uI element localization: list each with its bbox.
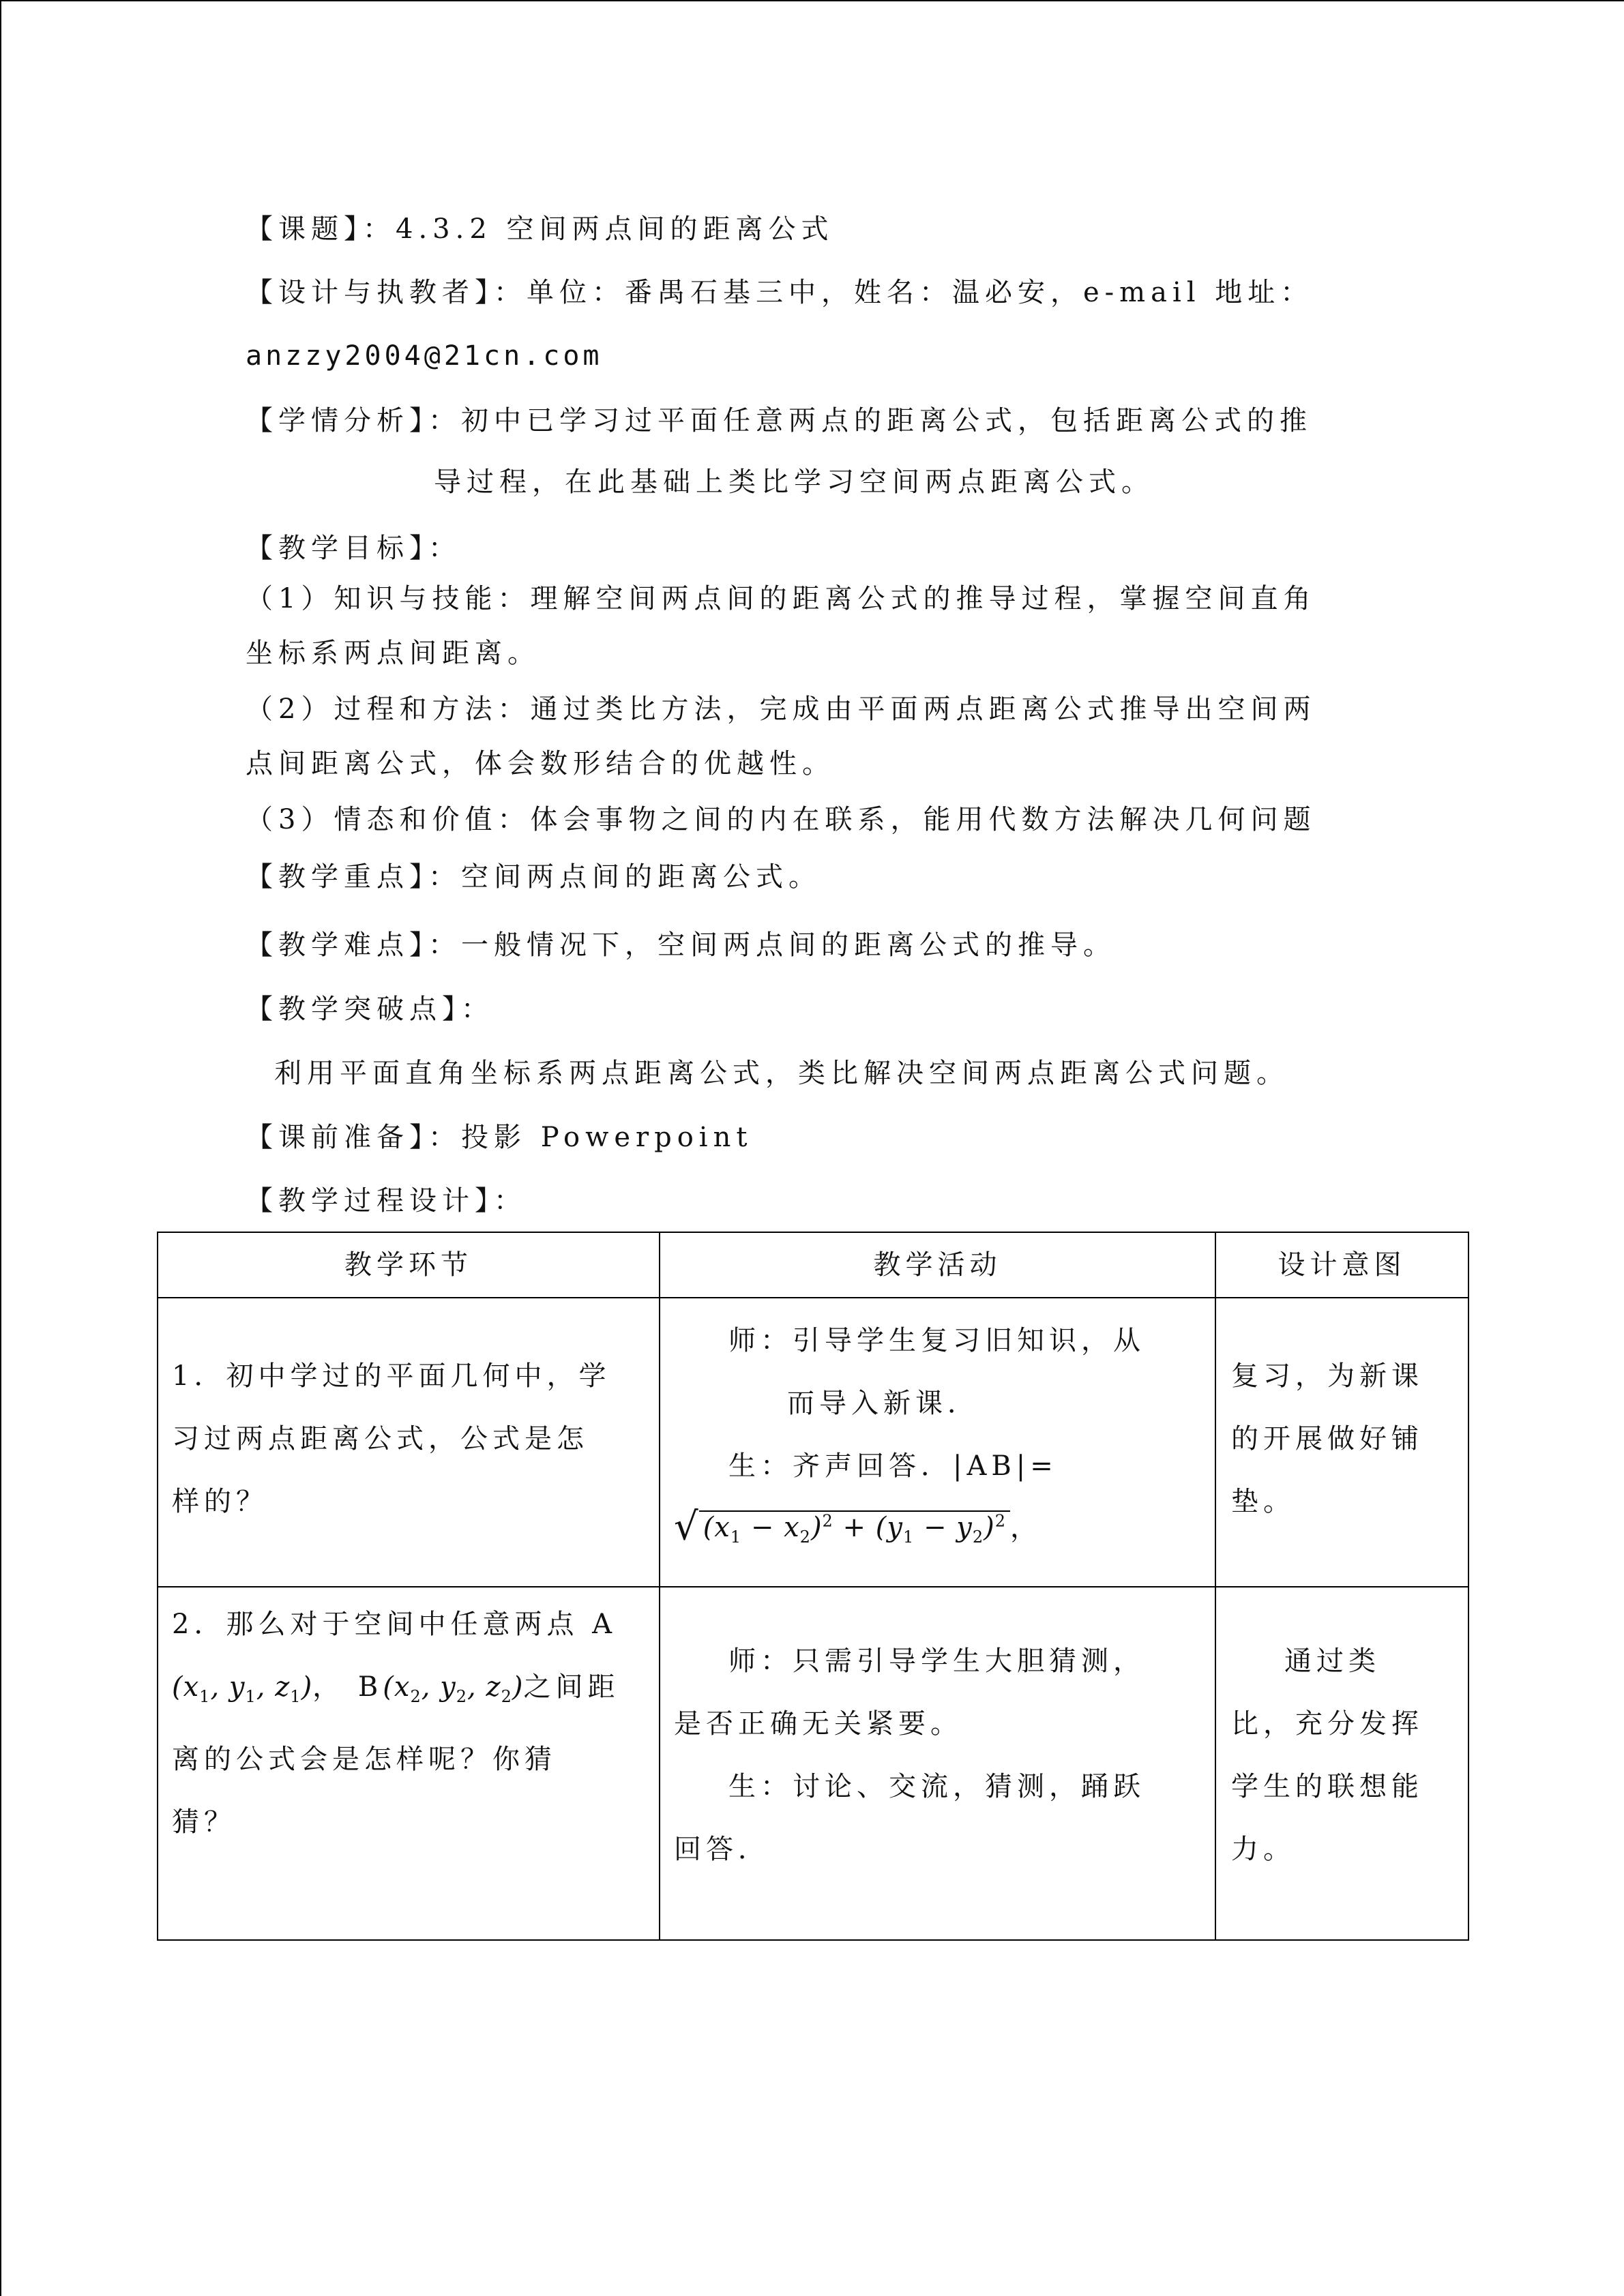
row2-activity-line: 师：只需引导学生大胆猜测， bbox=[728, 1645, 1145, 1677]
row1-stage-line: 习过两点距离公式，公式是怎 bbox=[172, 1423, 589, 1455]
row2-stage-line: 2．那么对于空间中任意两点 A bbox=[172, 1609, 617, 1640]
row2-activity-line: 是否正确无关紧要。 bbox=[674, 1708, 962, 1740]
email-line: anzzy2004@21cn.com bbox=[246, 340, 603, 372]
preparation-line: 【课前准备】：投影 Powerpoint bbox=[246, 1122, 753, 1153]
row1-stage-line: 1．初中学过的平面几何中，学 bbox=[172, 1360, 611, 1392]
row2-intent-line: 学生的联想能 bbox=[1231, 1771, 1423, 1802]
row1-intent-line: 垫。 bbox=[1231, 1486, 1295, 1517]
row2-stage-line: 猜？ bbox=[172, 1806, 236, 1838]
analysis-line: 【学情分析】：初中已学习过平面任意两点的距离公式，包括距离公式的推 bbox=[246, 405, 1312, 436]
row1-intent-line: 复习，为新课 bbox=[1231, 1360, 1423, 1392]
row2-stage-tail: 之间距 bbox=[523, 1671, 620, 1703]
row2-stage-mid: ， B bbox=[312, 1671, 383, 1703]
topic-line: 【课题】：4.3.2 空间两点间的距离公式 bbox=[246, 213, 834, 245]
row1-stage-line: 样的？ bbox=[172, 1486, 268, 1517]
row1-activity-line: 而导入新课． bbox=[787, 1388, 979, 1419]
row2-intent-line: 通过类 bbox=[1284, 1645, 1381, 1677]
formula-tail: ， bbox=[1009, 1512, 1042, 1544]
lesson-process-table bbox=[157, 1232, 1469, 1941]
difficulty-line: 【教学难点】：一般情况下，空间两点间的距离公式的推导。 bbox=[246, 929, 1116, 961]
header-activity: 教学活动 bbox=[660, 1232, 1215, 1298]
row1-stage-cell bbox=[158, 1298, 660, 1587]
row1-activity-cell bbox=[660, 1298, 1215, 1587]
goals-heading: 【教学目标】： bbox=[246, 533, 461, 564]
table-row bbox=[158, 1298, 1468, 1587]
goal1-continuation: 坐标系两点间距离。 bbox=[246, 638, 540, 669]
point-a-coordinates: ($x_1$, $y_1$, $z_1$) bbox=[172, 1671, 313, 1706]
row2-activity-line: 生：讨论、交流，猜测，踊跃 bbox=[728, 1771, 1145, 1802]
row2-activity-cell bbox=[660, 1587, 1215, 1940]
header-stage: 教学环节 bbox=[158, 1232, 660, 1298]
row1-intent-cell bbox=[1215, 1298, 1468, 1587]
row2-intent-line: 比，充分发挥 bbox=[1231, 1708, 1423, 1740]
distance-formula-2d bbox=[674, 1497, 1201, 1561]
row1-activity-line: 生：齐声回答．|AB|= bbox=[728, 1450, 1058, 1482]
row1-intent-line: 的开展做好铺 bbox=[1231, 1423, 1423, 1455]
header-intent: 设计意图 bbox=[1215, 1232, 1468, 1298]
row2-stage-line: 离的公式会是怎样呢？你猜 bbox=[172, 1744, 557, 1775]
row2-stage-coords-line bbox=[172, 1656, 645, 1728]
goal1-line: （1）知识与技能：理解空间两点间的距离公式的推导过程，掌握空间直角 bbox=[246, 583, 1316, 614]
row1-activity-line: 师：引导学生复习旧知识，从 bbox=[728, 1325, 1145, 1356]
row2-activity-line: 回答． bbox=[674, 1834, 770, 1865]
table-row bbox=[158, 1587, 1468, 1940]
goal2-line: （2）过程和方法：通过类比方法，完成由平面两点距离公式推导出空间两 bbox=[246, 694, 1316, 725]
process-heading: 【教学过程设计】： bbox=[246, 1185, 527, 1217]
goal3-line: （3）情态和价值：体会事物之间的内在联系，能用代数方法解决几何问题 bbox=[246, 804, 1316, 835]
row2-stage-cell bbox=[158, 1587, 660, 1940]
breakthrough-text: 利用平面直角坐标系两点距离公式，类比解决空间两点距离公式问题。 bbox=[274, 1058, 1289, 1089]
analysis-continuation: 导过程，在此基础上类比学习空间两点距离公式。 bbox=[434, 466, 1154, 498]
table-header-row bbox=[158, 1232, 1468, 1298]
row2-intent-cell bbox=[1215, 1587, 1468, 1940]
breakthrough-heading: 【教学突破点】： bbox=[246, 994, 494, 1025]
row2-intent-line: 力。 bbox=[1231, 1834, 1295, 1865]
designer-line: 【设计与执教者】：单位：番禺石基三中，姓名：温必安，e-mail 地址： bbox=[246, 277, 1314, 308]
goal2-continuation: 点间距离公式，体会数形结合的优越性。 bbox=[246, 748, 835, 779]
square-root-symbol: √ $(x_1 - x_2)^2 + (y_1 - y_2)^2$ bbox=[674, 1497, 1010, 1561]
point-b-coordinates: ($x_2$, $y_2$, $z_2$) bbox=[383, 1671, 524, 1706]
key-point-line: 【教学重点】：空间两点间的距离公式。 bbox=[246, 861, 821, 893]
